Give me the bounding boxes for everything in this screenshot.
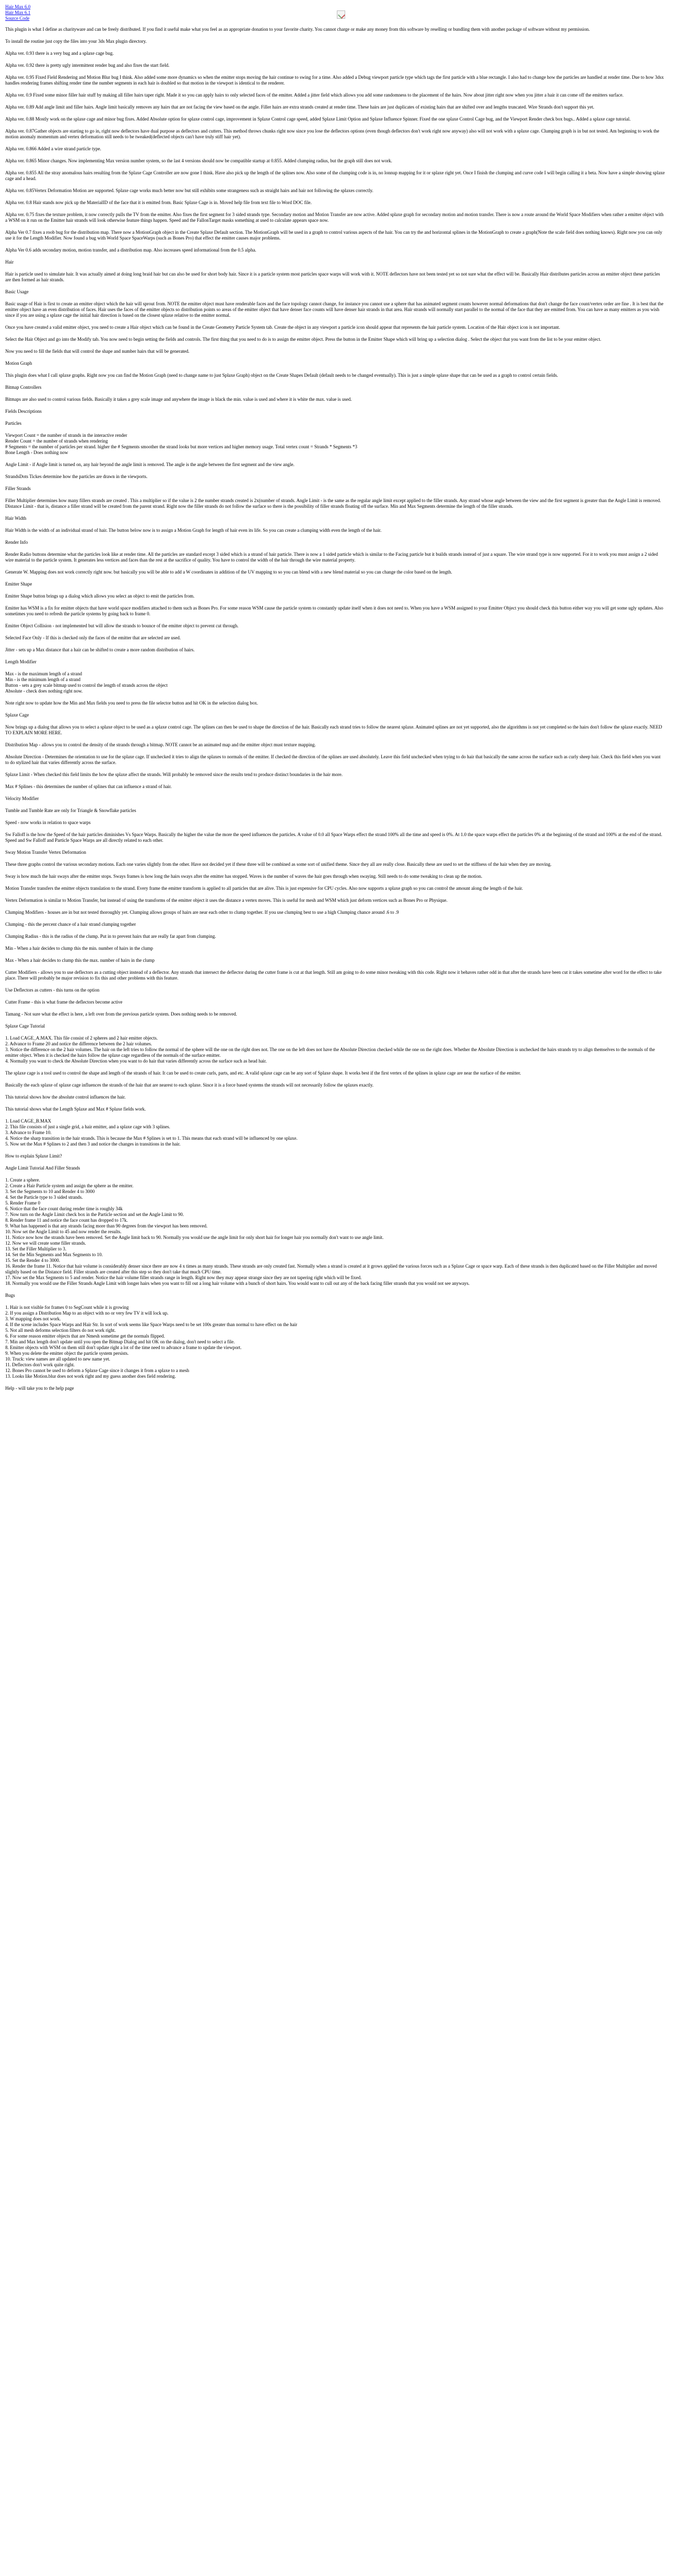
section-line-block xyxy=(5,433,665,456)
broken-image-icon xyxy=(337,10,345,19)
section-heading: Hair Width xyxy=(5,516,27,521)
changelog-entry: Alpha ver. 0.9 Fixed some minor filler hair stuff by making all filler hairs taper right. Made it so you can apply hairs to only selected faces of the emitter. Added a jitter field which allows you add some randomness to the placement of the hairs. Now about jitter right now when you jitter a hair it can come off the emitters surface. xyxy=(5,92,624,98)
section-line-block xyxy=(5,1035,665,1064)
changelog-entry: Alpha ver. 0.92 there is pretty ugly intermittent render bug and also fixes the start field. xyxy=(5,63,170,68)
section-heading: How to explain Splaxe Limit? xyxy=(5,1153,62,1159)
section-line-block xyxy=(5,1118,665,1147)
section-heading: Splaxe Cage Tutorial xyxy=(5,1023,45,1029)
section-line: 5. Render Frame 0 xyxy=(5,1200,40,1206)
link-hair-max-6-0[interactable]: Hair Max 6.0 xyxy=(5,4,31,9)
section-paragraph: This plugin does what I call splaxe graphs. Right now you can find the Motion Graph (need to change name to just Splaxe Graph) object on the Create Shapes Default (default needs to be changed eventually). This is just a simple splaxe shape that can be used as a graph to control certain fields. xyxy=(5,373,558,378)
section-line: 14. Set the Min Segments and Max Segments to 10. xyxy=(5,1252,103,1257)
section-paragraph: Basic usage of Hair is first to create an emitter object which the hair will sprout from. NOTE the emitter object must have renderable faces and the face topology cannot change, for instance you cannot use a sphere that has animated segment counts however normal deformations that don't change the face count/vertex order are fine . It is best that the emitter object have an even distribution of faces. Hair uses the faces of the emitter objects so distribution points so areas of the emitter object that have denser face counts will have denser hair strands in that area. Hair strands will normally start parallel to the normal of the face that they are emitted from. You can have as many emitters as you wish since if you are using a splaxe cage the initial hair direction is based on the closest splaxe relative to the emitter normal. xyxy=(5,301,664,318)
section-line: 2. Advance to Frame 20 and notice the difference between the 2 hair volumes. xyxy=(5,1041,152,1046)
section-line: 4. If the scene includes Space Warps and Hair Str. In sort of work seems like Space Warps need to be set 100s greater than normal to have effect on the hair xyxy=(5,1322,298,1327)
section-paragraph: Select the Hair Object and go into the Modify tab. You now need to begin setting the fields and controls. The first thing that you need to do is to assign the emitter object. Press the button in the Emitter Shape which will bring up a selection dialog . Select the object that you want from the list to be your emitter object. xyxy=(5,337,602,342)
section-line-block xyxy=(5,808,665,814)
section-paragraph: Splaxe Limit - When checked this field limits the how the splaxe affect the strands. Will probably be removed since the results tend to produce distinct boundaries in the hair more. xyxy=(5,772,343,777)
section-heading: Motion Graph xyxy=(5,361,32,366)
section-paragraph: Tamang - Not sure what the effect is here, a left over from the previous particle system. Does nothing needs to be removed. xyxy=(5,1011,237,1017)
top-nav xyxy=(5,4,665,21)
section-heading: Splaxe Cage xyxy=(5,712,29,718)
section-paragraph: StrandsDots Tickes determine how the particles are drawn in the viewports. xyxy=(5,474,148,479)
section-paragraph: Clumping - this the percent chance of a hair strand clumping together xyxy=(5,922,136,927)
section-line: Render Count = the number of strands when rendering xyxy=(5,438,108,444)
section-heading: Bitmap Controllers xyxy=(5,385,42,390)
section-heading: Render Info xyxy=(5,540,28,545)
footer-text: Help - will take you to the help page xyxy=(5,1386,74,1391)
section-paragraph: Note right now to update how the Min and Max fields you need to press the file selector button and hit OK in the selection dialog box. xyxy=(5,700,259,706)
section xyxy=(5,712,665,790)
intro-paragraph: This plugin is what I define as charityware and can be freely distributed. If you find it useful make what you feel as an appropriate donation to your favorite charity. You cannot charge or make any money from this software by reselling or bundling them with another package of software without my permission. xyxy=(5,27,590,32)
changelog-entry: Alpha ver. 0.75 fixes the texture problem, it now correctly pulls the TV from the emitter. Also fixes the first segment for 3 sided strands type. Secondary motion and Motion Transfer are now active. Added splaxe graph for secondary motion and motion transfer. There is now a route around the World Space Modifiers when rather a emitter object with a WSM on it run on the Emitter hair strands will look otherwise feature things happen. Speed and the FallonTarget masks something at used to calculate appears space now. xyxy=(5,212,664,223)
section xyxy=(5,796,665,843)
section-paragraph: Generate W. Mapping does not work correctly right now. but basically you will be able to add a W coordinates in addition of the UV mapping to so you can blend with a new blend material so you can change the color based on the length. xyxy=(5,569,452,575)
section-line: 11. Deflectors don't work quite right. xyxy=(5,1362,75,1367)
section-paragraph: Now you need to fill the fields that will control the shape and number hairs that will be generated. xyxy=(5,349,190,354)
section-paragraph: Now brings up a dialog that allows you to select a splaxe object to be used as a splaxe control cage. The splines can then be used to shape the direction of the hair. Basically each strand tries to follow the nearest splaxe. Animated splines are not yet supported, also the algorithms is not yet completed so the hairs don't follow the splaxe exactly. NEED TO EXPLAIN MORE HERE. xyxy=(5,724,662,735)
changelog-entry: Alpha ver. 0.88 Mostly work on the splaxe cage and minor bug fixes. Added Absolute option for splaxe control cage, improvement in Splaxe Control cage speed, added Splaxe Limit Option and Splaxe Influence Spinner. Fixed the one splaxe Control Cage bug, and the Viewport Render check box bugs.. Added a splaxe cage tutorial. xyxy=(5,116,631,122)
section-heading: Velocity Modifier xyxy=(5,796,39,801)
section-line: 12. Bones Pro cannot be used to deform a Splaxe Cage since it changes it from a splaxe to a mesh xyxy=(5,1368,190,1373)
section xyxy=(5,516,665,533)
section-line: 8. Render frame 11 and notice the face count has dropped to 17k. xyxy=(5,1218,128,1223)
section-paragraph: Absolute Direction - Determines the orientation to use for the splaxe cage. If unchecked it tries to align the splaxes to normals of the emitter. If checked the direction of the splines are used absolutely. Leave this field unchecked when trying to do hair that basically the same across the surface such as curly sheep hair. Check this field when you want to do stylized hair that varies differently across the surface. xyxy=(5,754,661,765)
section-paragraph: Emitter Shape button brings up a dialog which allows you select an object to emit the particles from. xyxy=(5,593,195,599)
link-hair-max-6-1[interactable]: Hair Max 6.1 xyxy=(5,10,31,15)
section-paragraph: Hair Width is the width of an individual strand of hair. The button below now is to assign a Motion Graph for length of hair even its life. So you can create a clumping width even the length of the hair. xyxy=(5,528,382,533)
section-heading: Basic Usage xyxy=(5,289,29,294)
section-line: Button - sets a grey scale bitmap used to control the length of strands across the object xyxy=(5,683,168,688)
section xyxy=(5,1153,665,1159)
section-line: 13. Looks like Motion.blur does not work right and my guess another does field rendering. xyxy=(5,1374,176,1379)
section-line: 4. Notice the sharp transition in the hair strands. This is because the Max # Splines is set to 1. This means that each strand will be influenced by one splaxe. xyxy=(5,1136,298,1141)
section-line: 6. Notice that the face count during render time is roughly 34k xyxy=(5,1206,123,1211)
section xyxy=(5,540,665,575)
section xyxy=(5,1023,665,1100)
section-paragraph: Angle Limit - if Angle limit is turned on, any hair beyond the angle limit is removed. The angle is the angle between the first segment and the view angle. xyxy=(5,462,295,467)
section-line: 2. If you assign a Distribution Map to an object with no or very few TV it will lock up. xyxy=(5,1310,169,1316)
section-heading: Fields Descriptions xyxy=(5,409,42,414)
section-line: 7. Now turn on the Angle Limit check box in the Particle section and set the Angle Limit to 90. xyxy=(5,1212,184,1217)
section-paragraph: Once you have created a valid emitter object, you need to create a Hair object which can be found in the Create Geometry Particle System tab. Create the object in any viewport a particle icon should appear that represents the hair particle system. Location of the Hair object icon is not important. xyxy=(5,325,560,330)
section-paragraph: Clumping Radius - this is the radius of the clump. Put in to prevent hairs that are really far apart from clumping. xyxy=(5,934,216,939)
section-paragraph: Distribution Map - allows you to control the density of the strands through a bitmap. NOTE cannot be an animated map and the emitter object must texture mapping. xyxy=(5,742,316,747)
section-paragraph: Speed - now works in relation to space warps xyxy=(5,820,91,825)
section-paragraph: Sw Falloff is the how the Speed of the hair particles diminishes Vs Space Warps. Basically the higher the value the more the speed influences the particles. A value of 0.0 all Space Warps effect the strand 100% all the time and speed is 0%. At 1.0 the space warps effect the particles 0% at the beginning of the strand and 100% at the end of the strand. Speed and Sw Falloff and Particle Space Warps are all directly related to each other. xyxy=(5,832,662,843)
changelog-entry: Alpha Ver 0.7 fixes a roob bug for the distribution map. There now a MotionGraph object in the Create Splaxe Default section. The MotionGraph will be used in a graph to control various aspects of the hair. You can try the and horizontal splines in the MotionGraph to create a graph(Note the scale field does nothing knows). Right now you can only use it for the Length Modifier. Now found a bug with World Space SpaceWarps (such as Bones Pro) that effect the emitter causes major problems. xyxy=(5,230,662,241)
changelog-entry: Alpha ver. 0.89 Add angle limit and filler hairs. Angle limit basically removes any hairs that are not facing the view based on the angle. Filler hairs are extra strands created at render time. These hairs are just duplicates of existing hairs that are shifted over and lengths truncated. Wire Strands don't support this yet. xyxy=(5,104,594,110)
section xyxy=(5,409,665,414)
section-line-block xyxy=(5,671,665,694)
section-line: 6. For some reason emitter objects that are Nmesh sometime get the normals flipped. xyxy=(5,1333,165,1339)
section-line: Bone Length - Does nothing now xyxy=(5,450,68,455)
section-paragraph: Selected Face Only - If this is checked only the faces of the emitter that are selected are used. xyxy=(5,635,181,640)
section-line: 5. Not all mesh deforms selection filters do not work right. xyxy=(5,1328,116,1333)
section-line: 9. What has happened is that any strands facing more than 90 degrees from the viewport has been removed. xyxy=(5,1223,208,1229)
section-paragraph: Min - When a hair decides to clump this the min. number of hairs in the clump xyxy=(5,946,154,951)
section xyxy=(5,289,665,354)
intro-paragraph: To install the routine just copy the files into your 3ds Max plugin directory. xyxy=(5,39,147,44)
section-line: 18. Normally you would use the Filler Strands Angle Limit with longer hairs when you want to fill out a long hair volume with a bunch of short hairs. You would want to cull out any of the back facing filler strands that you would not see anyways. xyxy=(5,1281,470,1286)
section-paragraph: Cutter Modifiers - allows you to use deflectors as a cutting object instead of a deflector. Any strands that intersect the deflector during the cutter frame is cut at that length. Still am going to do some minor tweaking with this code. Right now it behaves rather odd in that after the strands have been cut it takes sometime after word for the effect to take place. There will probably be major revision to fix this and other problems with this feature. xyxy=(5,970,662,981)
section-paragraph: Clumping Modifiers - houses are in but not tested thoroughly yet. Clumping allows groups of hairs are near each other to clump together. If you use clumping best to use a high Clumping chance around .6 to .9 xyxy=(5,910,399,915)
section-paragraph: Motion Transfer transfers the emitter objects translation to the strand. Every frame the emitter transform is applied to all particles that are alive. This is just expensive for CPU cycles. Also now supports a splaxe graph so you can control the amount along the length of the hair. xyxy=(5,886,523,891)
section xyxy=(5,385,665,402)
section-line: Viewport Count = the number of strands in the interactive render xyxy=(5,433,127,438)
section-line: 10. Now set the Angle Limit to 45 and now render the results. xyxy=(5,1229,122,1234)
section-line: 15. Set the Render 4 to 3000. xyxy=(5,1258,60,1263)
changelog-entry: Alpha ver. 0.93 there is a very bug and a splaxe cage bug. xyxy=(5,51,114,56)
changelog-entry: Alpha ver. 0.8 Hair stands now pick up the MaterialID of the face that it is emitted from. Basic Splaxe Cage is in. Moved help file from text file to Word DOC file. xyxy=(5,200,312,205)
section xyxy=(5,850,665,1017)
section-paragraph: Emitter has WSM is a fix for emitter objects that have world space modifiers attached to them such as Bones Pro. For some reason WSM cause the particle system to constantly update itself when it does not need to. When you have a WSM assigned to your Emitter Object you should check this button either way you will get some ugly updates. Also sometimes you need to refresh the particle systems by going back to frame 0. xyxy=(5,605,663,616)
changelog-entry: Alpha ver. 0.855 All the stray anomalous hairs resulting from the Splaxe Cage Controller are now gone I think. Have also pick up the length of the splines now. Also some of the clumping code is in, no lonnup mapping for it or splaxe right yet. Once I finish the clumping and curve code I will begin calling it a beta. Now have a simple showing splaxe cage and a head. xyxy=(5,170,665,181)
section-line: 1. Hair is not visible for frames 0 to SegCount while it is growing xyxy=(5,1305,129,1310)
section-paragraph: These three graphs control the various secondary motions. Each one varies slightly from the other. Have not decided yet if these three will be combined as some sort of unified theme. Since they all are really close. Basically these are used to set the stiffness of the hair when they are moving. xyxy=(5,862,552,867)
link-source-code[interactable]: Source Code xyxy=(5,16,30,21)
intro xyxy=(5,27,665,44)
changelog-entry: Alpha ver. 0.87Gather objects are starting to go in, right now deflectors have dual purpose as deflectors and cutters. This method throws chunks right now since you lose the deflectors options (even though deflectors don't work right now anyway) also will not work with a splaxe cage. Clumping graph is in but not tested. Am beginning to work the motion anomaly momentum and vertex deformation still needs to be tweaked(deflected objects can't have truly stiff hair yet). xyxy=(5,128,660,139)
changelog-entry: Alpha ver. 0.865 Minor changes. Now implementing Max version number system, so the last 4 versions should now be compatible startup at 0.855. Added clumping radius, but the graph still does not work. xyxy=(5,158,392,163)
section-paragraph: The splaxe cage is a tool used to control the shape and length of the strands of hair. It can be used to create curls, parts, and etc. A valid splaxe cage can be any sort of Splaxe shape. It works best if the first vertex of the splines in splaxe cage are near the surface of the emitter. xyxy=(5,1070,521,1076)
section-paragraph: Jitter - sets up a Max distance that a hair can be shifted to create a more random distribution of hairs. xyxy=(5,647,195,652)
section-line: Max - is the maximum length of a strand xyxy=(5,671,82,676)
section-line: 3. Notice the difference on the 2 hair volumes. The hair on the left tries to follow the normal of the sphere will the one on the right does not. The one on the left does not have the Absolute Direction checked while the one on the right does. Whether the Absolute Direction is unchecked the hairs strands try to align themselves to the normals of the emitter object. When it is checked the hairs follow the splaxe cage regardless of the normals of the surface emitter. xyxy=(5,1047,655,1058)
section-heading: Angle Limit Tutorial And Filler Strands xyxy=(5,1165,80,1171)
section-line: 2. This file consists of just a single grid, a hair emitter, and a splaxe cage with 3 splines. xyxy=(5,1124,170,1129)
section xyxy=(5,361,665,378)
section-line: 8. Emitter objects with WSM on them still don't update right a lot of the time need to advance a frame to update the viewport. xyxy=(5,1345,242,1350)
section-line: 13. Set the Filler Multiplier to 3. xyxy=(5,1246,66,1251)
section xyxy=(5,259,665,283)
section-line: 11. Notice now how the strands have been removed. Set the Angle limit back to 90. Normally you would use the angle limit for only short hair for longer hair you normally don't want to use angle limit. xyxy=(5,1235,384,1240)
section xyxy=(5,486,665,509)
section-paragraph: Cutter Frame - this is what frame the deflectors become active xyxy=(5,999,123,1005)
section-heading: Length Modifier xyxy=(5,659,37,664)
section-line-block xyxy=(5,1177,665,1286)
section-paragraph: This tutorial shows how the absolute control influences the hair. xyxy=(5,1094,126,1100)
section-line: 2. Create a Hair Particle system and assign the sphere as the emitter. xyxy=(5,1183,134,1188)
section-line: 4. Normally you want to check the Absolute Direction when you want to do hair that varies differently across the surface such as head hair. xyxy=(5,1058,267,1064)
section-line: 4. Set the Particle type to 3 sided strands. xyxy=(5,1195,83,1200)
section-line: Min - is the minimum length of a strand xyxy=(5,677,80,682)
section-paragraph: Sway is how much the hair sways after the emitter stops. Sways frames is how long the hairs sways after the emitter has stopped. Waves is the number of waves the hair goes through when swaying. Still needs to do some tweaking to clean up the motion. xyxy=(5,874,483,879)
section xyxy=(5,581,665,653)
changelog-entry: Alpha ver. 0.95 Fixed Field Rendering and Motion Blur bug I think. Also added some more dynamics so when the emitter stops moving the hair continue to swing for a time. Also added a Debug viewport particle type which tags the first particle with a blue rectangle. I also had to change how the particles are handled at render time. Due to how 3dsx handles rendering frames shifting render time the number segments in each hair is doubled so that motion in the viewport is identical to the renderer. xyxy=(5,75,664,86)
sections xyxy=(5,259,665,1379)
section-line: 3. Advance to Frame 10. xyxy=(5,1130,52,1135)
section-line: 9. When you delete the emitter object the particle system persists. xyxy=(5,1351,129,1356)
section-paragraph: Hair is particle used to simulate hair. It was actually aimed at doing long braid hair but can also be used for short body hair. Since it is a particle system most particles space warps will work with it. NOTE deflectors have not been tested yet so not sure what the effect will be. Basically Hair distributes particles across an emitter object these particles are then formed as hair strands. xyxy=(5,271,660,282)
section-heading: Filler Strands xyxy=(5,486,31,491)
section-heading: This tutorial shows what the Length Splaxe and Max # Splaxe fields work. xyxy=(5,1106,146,1112)
section-heading: Particles xyxy=(5,421,21,426)
section-paragraph: Max # Splines - this determines the number of splines that can influence a strand of hair. xyxy=(5,784,172,789)
section-paragraph: Emitter Object Collision - not implemented but will allow the strands to bounce of the emitter object to prevent cut through. xyxy=(5,623,239,628)
section-line: 3. Set the Segments to 10 and Render 4 to 3000 xyxy=(5,1189,95,1194)
section-line: Absolute - check does nothing right now. xyxy=(5,688,83,694)
section-heading: Bugs xyxy=(5,1293,15,1298)
section-line: 7. Min and Max length don't update until you open the Bitmap Dialog and hit OK on the dialog, don't need to select a file. xyxy=(5,1339,235,1344)
section-line: 1. Load CAGE_A.MAX. This file consist of 2 spheres and 2 hair emitter objects. xyxy=(5,1035,158,1041)
changelog-entry: Alpha ver. 0.866 Added a wire strand particle type. xyxy=(5,146,101,151)
section-line: 17. Now set the Max Segments to 5 and render. Notice the hair volume filler strands range in length. Right now they may appear strange since they are not tapering right which will be fixed. xyxy=(5,1275,362,1280)
changelog xyxy=(5,51,665,253)
section-paragraph: Render Radio buttons determine what the particles look like at render time. All the particles are standard except 3 sided which is a strand of hair particle. There is now a 1 sided particle which is similar to the Facing particle but it builds strands instead of just a square. The wire strand type is now supported. For it to work you must assign a 2 sided wire material to the particle system. It generates less vertices and faces than the rest at the sacrifice of quality. You have to control the width of the hair through the wire material property. xyxy=(5,552,658,563)
section-paragraph: Basically the each splaxe of splaxe cage influences the strands of the hair that are nearest to each splaxe. Since it is a force based systems the strands will not necessarily follow the splaxes exactly. xyxy=(5,1082,374,1088)
section xyxy=(5,659,665,706)
section-line: 10. Truck: view names are all updated to new name yet. xyxy=(5,1356,110,1362)
section xyxy=(5,1165,665,1286)
section-line: 12. Now we will create some filler strands. xyxy=(5,1241,86,1246)
section-heading: Emitter Shape xyxy=(5,581,32,587)
section-line: 1. Load CAGE_B.MAX xyxy=(5,1118,51,1124)
section xyxy=(5,1293,665,1379)
section-paragraph: Max - When a hair decides to clump this the max. number of hairs in the clump xyxy=(5,958,155,963)
section-heading: Sway Motion Transfer Vertex Deformation xyxy=(5,850,86,855)
section-line: Tumble and Tumble Rate are only for Triangle & Snowflake particles xyxy=(5,808,136,813)
section-heading: Hair xyxy=(5,259,14,265)
section-line-block xyxy=(5,1305,665,1379)
changelog-entry: Alpha ver. 0.85Vertex Deformation Motion are supported. Splaxe cage works much better now but still exhibits some strangeness such as straight hairs and hair not following the splaxes correctly. xyxy=(5,188,373,193)
changelog-entry: Alpha Ver 0.6 adds secondary motion, motion transfer, and a distribution map. Also increases speed informational from the 0.5 alpha. xyxy=(5,247,256,253)
section-paragraph: Bitmaps are also used to control various fields. Basically it takes a grey scale image and anywhere the image is black the min. value is used and where it is white the max. value is used. xyxy=(5,397,352,402)
section-line: 3. W mapping does not work. xyxy=(5,1316,61,1321)
section-line: 1. Create a sphere. xyxy=(5,1177,40,1183)
section xyxy=(5,421,665,480)
section-line: 16. Render the frame 11. Notice that hair volume is considerably denser since there are now 4 x times as many strands. These strands are only created fast. Normally when a strand is created at it grows applied the various forces such as a Splaxe Cage or space warp. Each of these strands is then duplicated based on the Filler Multiplier and moved slightly based on the Distance field. Filler strands are created after this step so they don't take that much CPU time. xyxy=(5,1263,657,1274)
section xyxy=(5,1106,665,1147)
section-paragraph: Vertex Deformation is similar to Motion Transfer, but instead of using the transforms of the emitter object it uses the distance a vertex moves. This is useful for mesh and WSM which just deform vertices such as Bones Pro or Physique. xyxy=(5,898,448,903)
section-paragraph: Filler Multiplier determines how many fillers strands are created . This a multiplier so if the value is 2 the number strands created is 2x(number of strands. Angle Limit - is the same as the regular angle limit except applied to the filler strands. Any strand whose angle between the view and the first segment is greater than the Angle Limit is removed. Distance Limit - that is, distance a filler strand will be created from the parent strand. Right now the filler strands do not follow the surface so there is the possibility of filler strands floating off the surface. Min and Max Segments determine the length of the filler strands. xyxy=(5,498,661,509)
section-line: 5. Now set the Max # Splines to 2 and then 3 and notice the changes in transitions in the hair. xyxy=(5,1141,181,1147)
section-line: # Segments = the number of particles per strand. higher the # Segments smoother the strand looks but more vertices and higher memory usage. Total vertex count = Strands * Segments *3 xyxy=(5,444,357,449)
section-paragraph: Use Deflectors as cutters - this turns on the option xyxy=(5,987,100,993)
